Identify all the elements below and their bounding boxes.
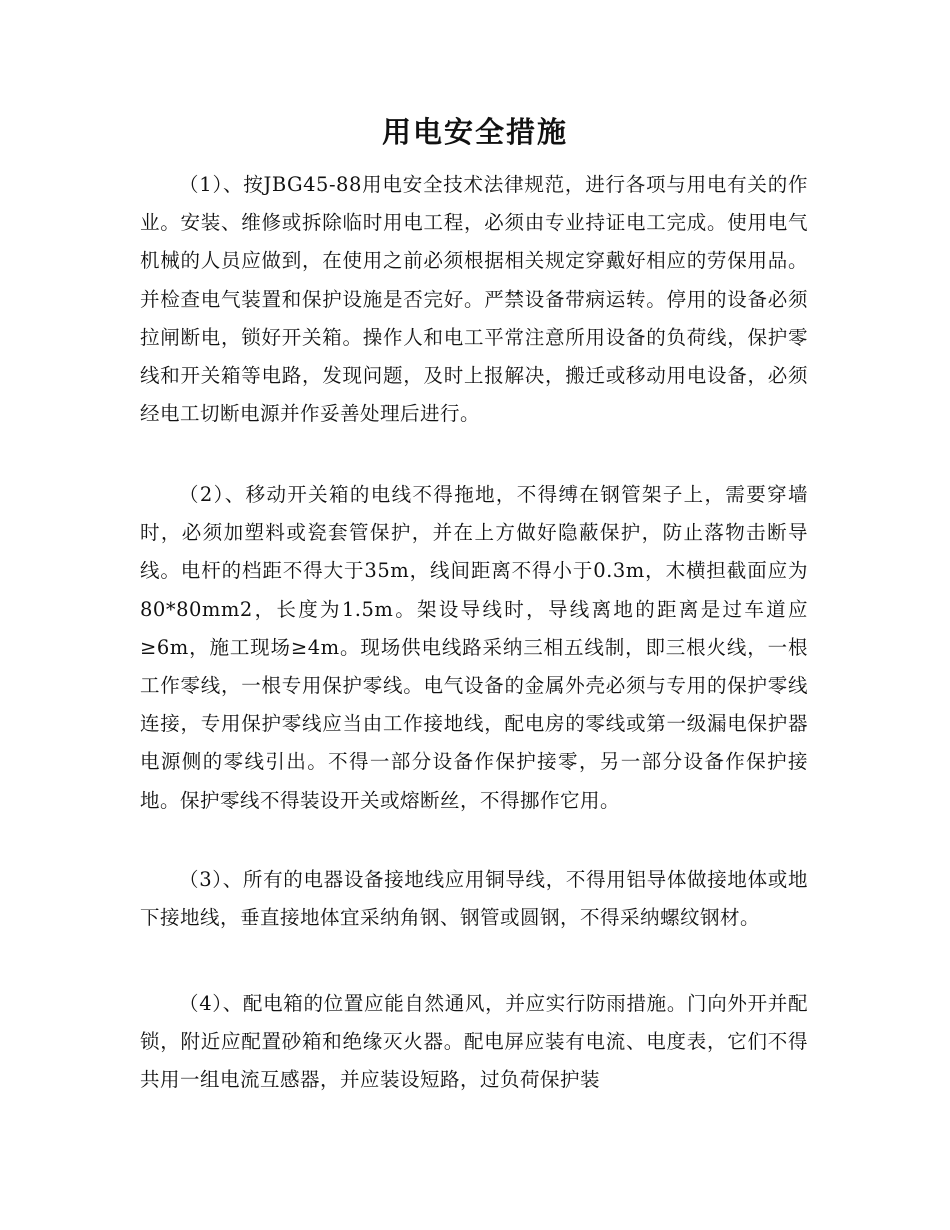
paragraph-4: （4）、配电箱的位置应能自然通风，并应实行防雨措施。门向外开并配锁，附近应配置砂箱和绝缘灭火器。配电屏应装有电流、电度表，它们不得共用一组电流互感器，并应装设短路，过负荷保护装: [140, 992, 808, 1092]
document-title: 用电安全措施: [381, 115, 568, 149]
paragraph-3: （3）、所有的电器设备接地线应用铜导线，不得用铝导体做接地体或地下接地线，垂直接地体宜采纳角钢、钢管或圆钢，不得采纳螺纹钢材。: [140, 868, 808, 930]
paragraph-1: （1）、按JBG45-88用电安全技术法律规范，进行各项与用电有关的作业。安装、维修或拆除临时用电工程，必须由专业持证电工完成。使用电气机械的人员应做到，在使用之前必须根据相关规定穿戴好相应的劳保用品。并检查电气装置和保护设施是否完好。严禁设备带病运转。停用的设备必须拉闸断电，锁好开关箱。操作人和电工平常注意所用设备的负荷线，保护零线和开关箱等电路，发现问题，及时上报解决，搬迁或移动用电设备，必须经电工切断电源并作妥善处理后进行。: [140, 173, 808, 426]
paragraph-2: （2）、移动开关箱的电线不得拖地，不得缚在钢管架子上，需要穿墙时，必须加塑料或瓷套管保护，并在上方做好隐蔽保护，防止落物击断导线。电杆的档距不得大于35m，线间距离不得小于0.3m，木横担截面应为80*80mm2，长度为1.5m。架设导线时，导线离地的距离是过车道应≥6m，施工现场≥4m。现场供电线路采纳三相五线制，即三根火线，一根工作零线，一根专用保护零线。电气设备的金属外壳必须与专用的保护零线连接，专用保护零线应当由工作接地线，配电房的零线或第一级漏电保护器电源侧的零线引出。不得一部分设备作保护接零，另一部分设备作保护接地。保护零线不得装设开关或熔断丝，不得挪作它用。: [140, 483, 808, 812]
